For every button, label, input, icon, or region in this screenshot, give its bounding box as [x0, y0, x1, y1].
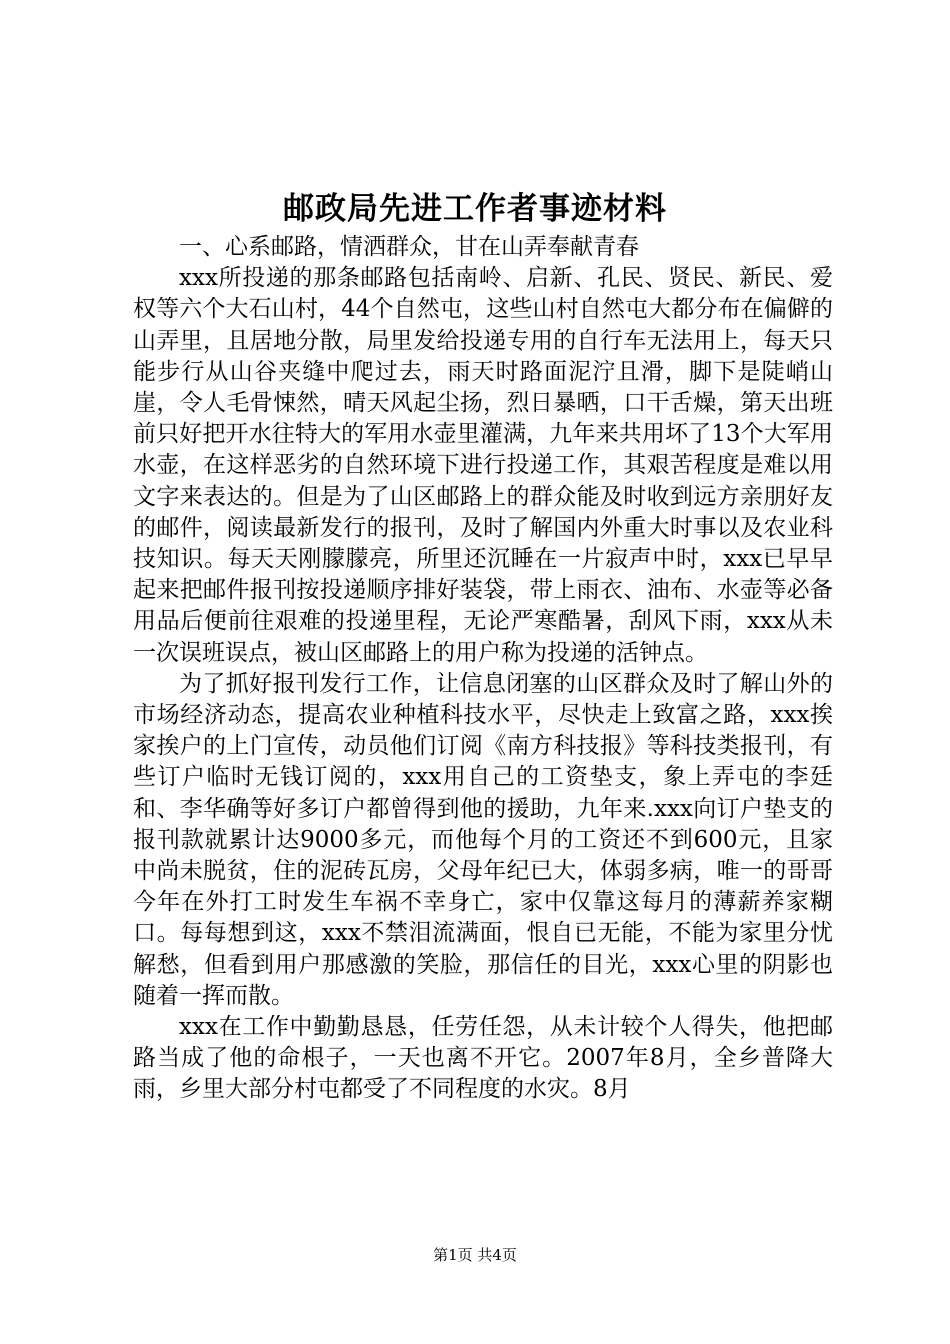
section-heading: 一、心系邮路，情洒群众，甘在山弄奉献青春 [179, 234, 639, 260]
page-number-footer: 第1页 共4页 [433, 1246, 517, 1264]
document-body [133, 232, 833, 1106]
body-paragraph-2: 为了抓好报刊发行工作，让信息闭塞的山区群众及时了解山外的市场经济动态，提高农业种植科技水平，尽快走上致富之路，xxx挨家挨户的上门宣传，动员他们订阅《南方科技报》等科技类报刊，有些订户临时无钱订阅的，xxx用自己的工资垫支，象上弄屯的李廷和、李华确等好多订户都曾得到他的援助，九年来.xxx向订户垫支的报刊款就累计达9000多元，而他每个月的工资还不到600元，且家中尚未脱贫，住的泥砖瓦房，父母年纪已大，体弱多病，唯一的哥哥今年在外打工时发生车祸不幸身亡，家中仅靠这每月的薄薪养家糊口。每每想到这，xxx不禁泪流满面，恨自已无能，不能为家里分忧解愁，但看到用户那感激的笑脸，那信任的目光，xxx心里的阴影也随着一挥而散。 [133, 670, 833, 1009]
body-paragraph-3: xxx在工作中勤勤恳恳，任劳任怨，从未计较个人得失，他把邮路当成了他的命根子，一天也离不开它。2007年8月，全乡普降大雨，乡里大部分村屯都受了不同程度的水灾。8月 [133, 1014, 833, 1103]
body-paragraph-1: xxx所投递的那条邮路包括南岭、启新、孔民、贤民、新民、爱权等六个大石山村，44个自然屯，这些山村自然屯大都分布在偏僻的山弄里，且居地分散，局里发给投递专用的自行车无法用上，每天只能步行从山谷夹缝中爬过去，雨天时路面泥泞且滑，脚下是陡峭山崖，令人毛骨悚然，晴天风起尘扬，烈日暴晒，口干舌燥，第天出班前只好把开水往特大的军用水壶里灌满，九年来共用坏了13个大军用水壶，在这样恶劣的自然环境下进行投递工作，其艰苦程度是难以用文字来表达的。但是为了山区邮路上的群众能及时收到远方亲朋好友的邮件，阅读最新发行的报刊，及时了解国内外重大时事以及农业科技知识。每天天刚朦朦亮，所里还沉睡在一片寂声中时，xxx已早早起来把邮件报刊按投递顺序排好装袋，带上雨衣、油布、水壶等必备用品后便前往艰难的投递里程，无论严寒酷暑，刮风下雨，xxx从未一次误班误点，被山区邮路上的用户称为投递的活钟点。 [133, 265, 833, 666]
document-title: 邮政局先进工作者事迹材料 [283, 191, 667, 227]
